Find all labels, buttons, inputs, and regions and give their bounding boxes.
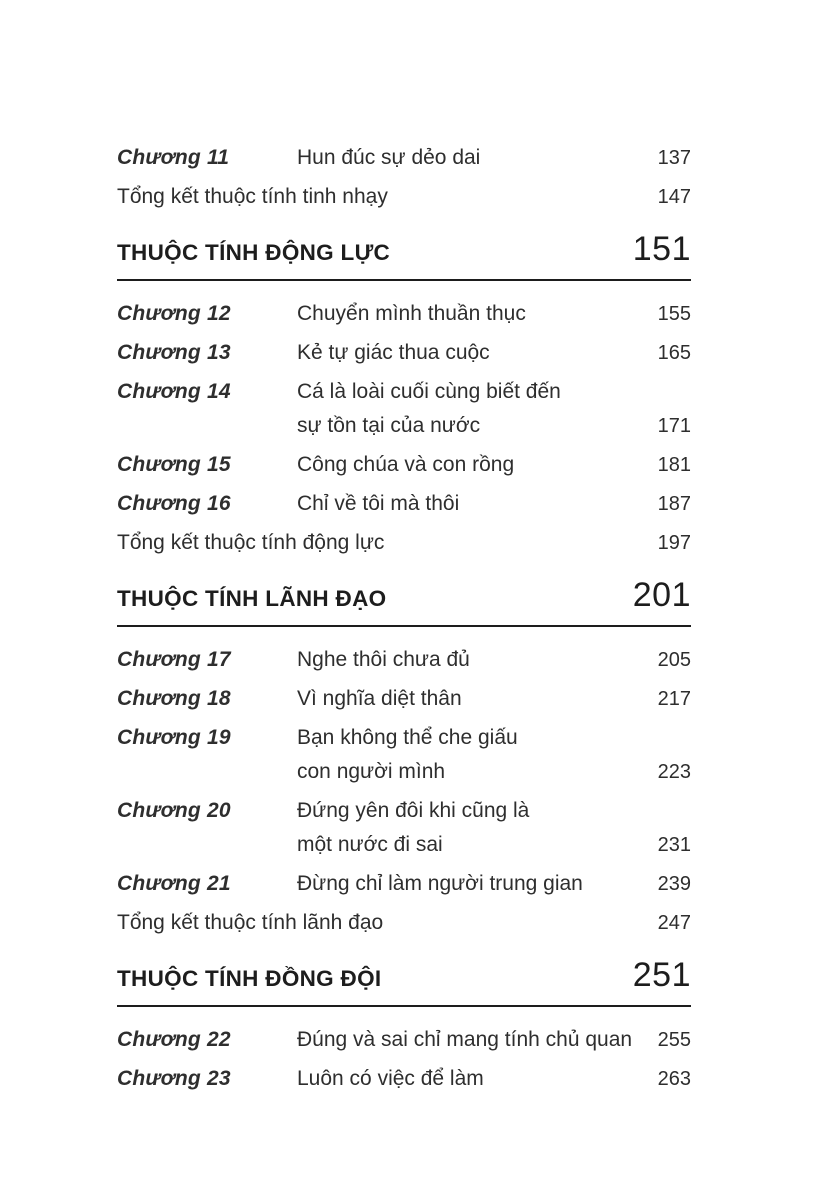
- chapter-title: một nước đi sai: [297, 833, 443, 856]
- toc-entry-chapter: [117, 643, 691, 677]
- page-number: 137: [657, 147, 691, 169]
- page-number: 155: [657, 303, 691, 325]
- chapter-title: Vì nghĩa diệt thân: [297, 687, 462, 710]
- toc-entry-line: [297, 721, 691, 755]
- toc-entry-chapter: [117, 794, 691, 862]
- toc-entry-line: [297, 448, 691, 482]
- chapter-content: [297, 867, 691, 901]
- page-number: 205: [657, 649, 691, 671]
- summary-title: Tổng kết thuộc tính tinh nhạy: [117, 185, 388, 208]
- chapter-content: [297, 448, 691, 482]
- section-header: [117, 229, 691, 281]
- section-header: [117, 575, 691, 627]
- toc-entry-chapter: [117, 487, 691, 521]
- chapter-label: Chương 15: [117, 453, 231, 476]
- toc-entry-line: [297, 828, 691, 862]
- page-number: 255: [657, 1029, 691, 1051]
- chapter-title: Bạn không thể che giấu: [297, 726, 518, 749]
- chapter-title: Luôn có việc để làm: [297, 1067, 484, 1090]
- page-number: 197: [657, 532, 691, 554]
- page-number: 165: [657, 342, 691, 364]
- toc-entry-line: [117, 180, 691, 214]
- toc-entry-line: [297, 409, 691, 443]
- chapter-title: Chuyển mình thuần thục: [297, 302, 526, 325]
- chapter-content: [297, 794, 691, 862]
- toc-entry-line: [297, 1023, 691, 1057]
- toc-entry-line: [297, 1062, 691, 1096]
- page-number: 231: [657, 834, 691, 856]
- page-number: 263: [657, 1068, 691, 1090]
- toc-entry-line: [297, 643, 691, 677]
- chapter-label: Chương 20: [117, 799, 231, 822]
- section-header: [117, 955, 691, 1007]
- chapter-title: Nghe thôi chưa đủ: [297, 648, 470, 671]
- toc-entry-chapter: [117, 375, 691, 443]
- toc-entry-line: [297, 375, 691, 409]
- toc-entry-chapter: [117, 1062, 691, 1096]
- chapter-content: [297, 682, 691, 716]
- chapter-label: Chương 23: [117, 1067, 231, 1090]
- toc-entry-line: [297, 682, 691, 716]
- chapter-content: [297, 721, 691, 789]
- chapter-content: [297, 375, 691, 443]
- toc-entry-chapter: [117, 867, 691, 901]
- page-number: 171: [657, 415, 691, 437]
- chapter-content: [297, 336, 691, 370]
- chapter-title: Đừng chỉ làm người trung gian: [297, 872, 583, 895]
- section-title: THUỘC TÍNH LÃNH ĐẠO: [117, 586, 387, 611]
- section-page-number: 151: [632, 230, 691, 268]
- page-number: 147: [657, 186, 691, 208]
- toc-entry-line: [297, 487, 691, 521]
- chapter-label: Chương 11: [117, 146, 230, 169]
- section-page-number: 251: [632, 956, 691, 994]
- chapter-label: Chương 16: [117, 492, 231, 515]
- section-page-number: 201: [632, 576, 691, 614]
- section-title: THUỘC TÍNH ĐỒNG ĐỘI: [117, 966, 382, 991]
- chapter-title: Cá là loài cuối cùng biết đến: [297, 380, 561, 403]
- toc-entry-chapter: [117, 1023, 691, 1057]
- toc-entry-line: [117, 906, 691, 940]
- chapter-title: Công chúa và con rồng: [297, 453, 515, 476]
- toc-entry-chapter: [117, 336, 691, 370]
- chapter-title: Đứng yên đôi khi cũng là: [297, 799, 530, 822]
- page-number: 217: [657, 688, 691, 710]
- toc-entry-chapter: [117, 297, 691, 331]
- toc-entry-chapter: [117, 721, 691, 789]
- toc-entry-line: [297, 141, 691, 175]
- chapter-content: [297, 297, 691, 331]
- summary-title: Tổng kết thuộc tính lãnh đạo: [117, 911, 384, 934]
- toc-entry-summary: [117, 180, 691, 214]
- toc-entry-line: [297, 867, 691, 901]
- toc-entry-chapter: [117, 448, 691, 482]
- toc-entry-summary: [117, 906, 691, 940]
- chapter-label: Chương 14: [117, 380, 231, 403]
- chapter-label: Chương 13: [117, 341, 231, 364]
- chapter-label: Chương 21: [117, 872, 231, 895]
- chapter-title: con người mình: [297, 760, 446, 783]
- chapter-title: Đúng và sai chỉ mang tính chủ quan: [297, 1028, 633, 1051]
- page-number: 223: [657, 761, 691, 783]
- page-number: 247: [657, 912, 691, 934]
- toc-entry-chapter: [117, 141, 691, 175]
- chapter-label: Chương 18: [117, 687, 231, 710]
- chapter-content: [297, 643, 691, 677]
- chapter-label: Chương 22: [117, 1028, 231, 1051]
- chapter-title: Kẻ tự giác thua cuộc: [297, 341, 490, 364]
- chapter-content: [297, 141, 691, 175]
- chapter-content: [297, 487, 691, 521]
- toc-entry-line: [297, 297, 691, 331]
- summary-title: Tổng kết thuộc tính động lực: [117, 531, 385, 554]
- page-number: 187: [657, 493, 691, 515]
- toc-entry-line: [117, 526, 691, 560]
- toc-entry-line: [297, 336, 691, 370]
- chapter-content: [297, 1062, 691, 1096]
- page-number: 239: [657, 873, 691, 895]
- section-title: THUỘC TÍNH ĐỘNG LỰC: [117, 240, 391, 265]
- page-number: 181: [657, 454, 691, 476]
- chapter-title: Chỉ về tôi mà thôi: [297, 492, 460, 515]
- toc-entry-line: [297, 755, 691, 789]
- chapter-title: sự tồn tại của nước: [297, 414, 481, 437]
- chapter-title: Hun đúc sự dẻo dai: [297, 146, 481, 169]
- toc-entry-summary: [117, 526, 691, 560]
- toc-entry-line: [297, 794, 691, 828]
- chapter-label: Chương 12: [117, 302, 231, 325]
- toc-entry-chapter: [117, 682, 691, 716]
- chapter-content: [297, 1023, 691, 1057]
- chapter-label: Chương 19: [117, 726, 231, 749]
- chapter-label: Chương 17: [117, 648, 231, 671]
